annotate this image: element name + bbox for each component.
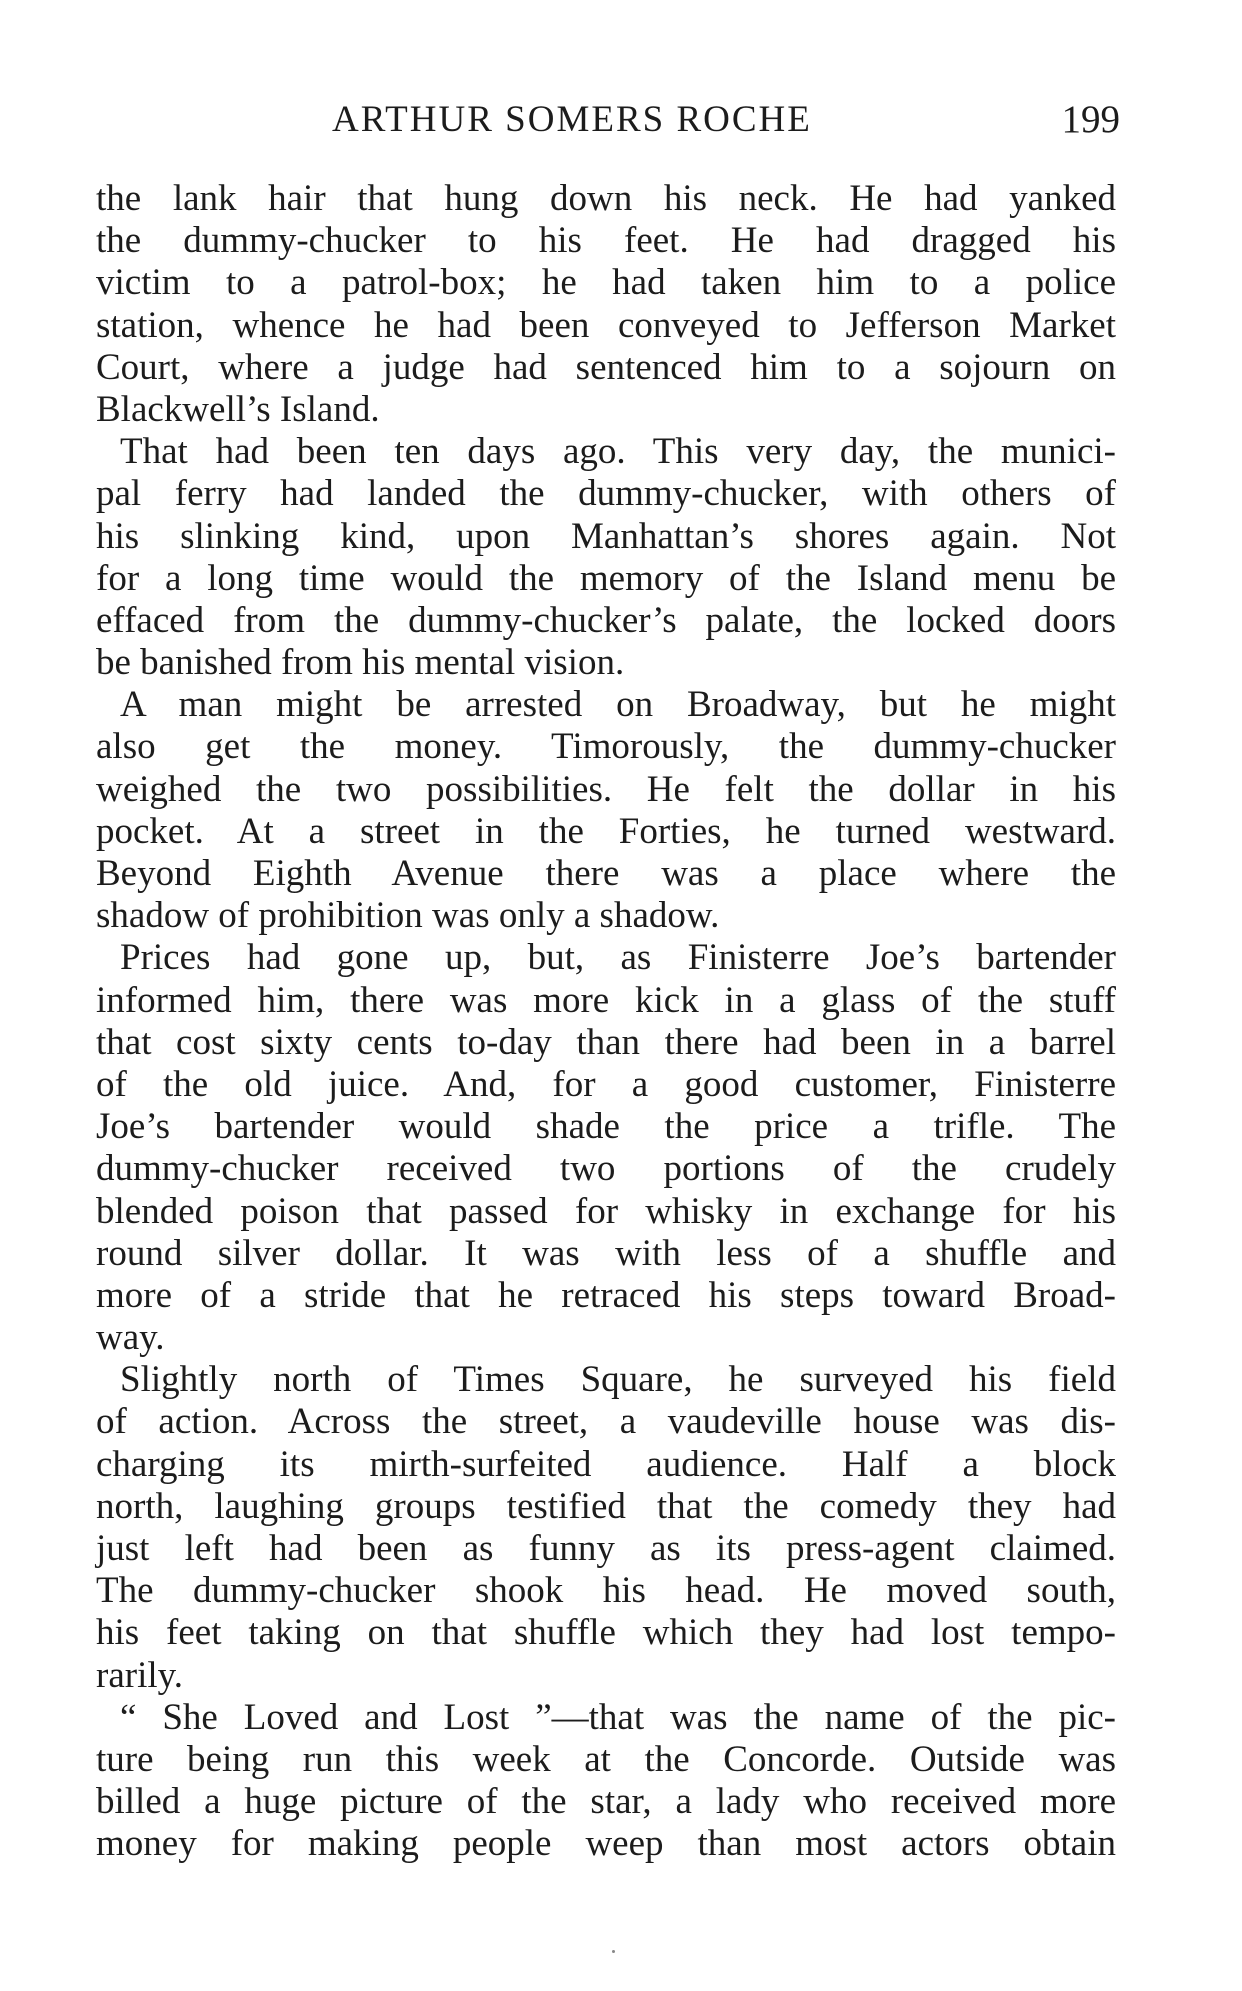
text-line: Prices had gone up, but, as Finisterre Joe’s bartender [120, 937, 1116, 979]
text-line: of the old juice. And, for a good customer, Finisterre [96, 1063, 1116, 1105]
text-line: just left had been as funny as its press-agent claimed. [96, 1528, 1116, 1569]
text-line: of action. Across the street, a vaudeville house was dis- [96, 1401, 1116, 1443]
text-line: dummy-chucker received two portions of the crudely [96, 1148, 1116, 1190]
text-line: weighed the two possibilities. He felt the dollar in his [96, 768, 1116, 810]
text-line: the lank hair that hung down his neck. He had yanked [96, 178, 1116, 219]
running-title: ARTHUR SOMERS ROCHE [332, 99, 812, 140]
text-line: effaced from the dummy-chucker’s palate, the locked doors [96, 599, 1116, 641]
text-line: victim to a patrol-box; he had taken him to a police [96, 262, 1116, 304]
running-head [90, 96, 1120, 144]
text-line: rarily. [96, 1654, 183, 1696]
text-line: shadow of prohibition was only a shadow. [96, 895, 720, 937]
text-line: north, laughing groups testified that the comedy they had [96, 1485, 1116, 1527]
text-line: The dummy-chucker shook his head. He moved south, [96, 1570, 1116, 1612]
text-line: also get the money. Timorously, the dummy-chucker [96, 726, 1116, 768]
page-number: 199 [1061, 98, 1120, 141]
text-line: the dummy-chucker to his feet. He had dragged his [96, 220, 1116, 262]
text-line: Beyond Eighth Avenue there was a place where the [96, 853, 1116, 894]
text-line: round silver dollar. It was with less of a shuffle and [96, 1232, 1116, 1274]
text-line: “ She Loved and Lost ”—that was the name of the pic- [120, 1696, 1116, 1738]
text-line: Joe’s bartender would shade the price a trifle. The [96, 1106, 1116, 1148]
text-line: blended poison that passed for whisky in exchange for his [96, 1190, 1116, 1232]
body-text [96, 178, 1116, 1866]
text-line: pocket. At a street in the Forties, he turned westward. [96, 810, 1116, 852]
text-line: more of a stride that he retraced his steps toward Broad- [96, 1274, 1116, 1316]
text-line: for a long time would the memory of the Island menu be [96, 557, 1116, 599]
text-line: Court, where a judge had sentenced him to a sojourn on [96, 346, 1116, 388]
text-line: ture being run this week at the Concorde. Outside was [96, 1738, 1116, 1780]
text-line: pal ferry had landed the dummy-chucker, with others of [96, 473, 1116, 515]
text-line: way. [96, 1317, 165, 1359]
text-line: billed a huge picture of the star, a lady who received more [96, 1781, 1116, 1823]
text-line: his slinking kind, upon Manhattan’s shores again. Not [96, 515, 1116, 557]
text-line: Slightly north of Times Square, he surveyed his field [120, 1359, 1116, 1401]
paper-speck [612, 1950, 615, 1953]
text-line: A man might be arrested on Broadway, but he might [120, 684, 1116, 726]
text-line: Blackwell’s Island. [96, 388, 380, 430]
text-line: informed him, there was more kick in a glass of the stuff [96, 979, 1116, 1021]
text-line: money for making people weep than most actors obtain [96, 1823, 1116, 1865]
text-line: That had been ten days ago. This very day, the munici- [120, 431, 1116, 473]
text-line: that cost sixty cents to-day than there had been in a barrel [96, 1021, 1116, 1063]
text-line: station, whence he had been conveyed to Jefferson Market [96, 304, 1116, 346]
text-line: his feet taking on that shuffle which they had lost tempo- [96, 1612, 1116, 1654]
text-line: be banished from his mental vision. [96, 642, 625, 684]
text-line: charging its mirth-surfeited audience. Half a block [96, 1443, 1116, 1485]
